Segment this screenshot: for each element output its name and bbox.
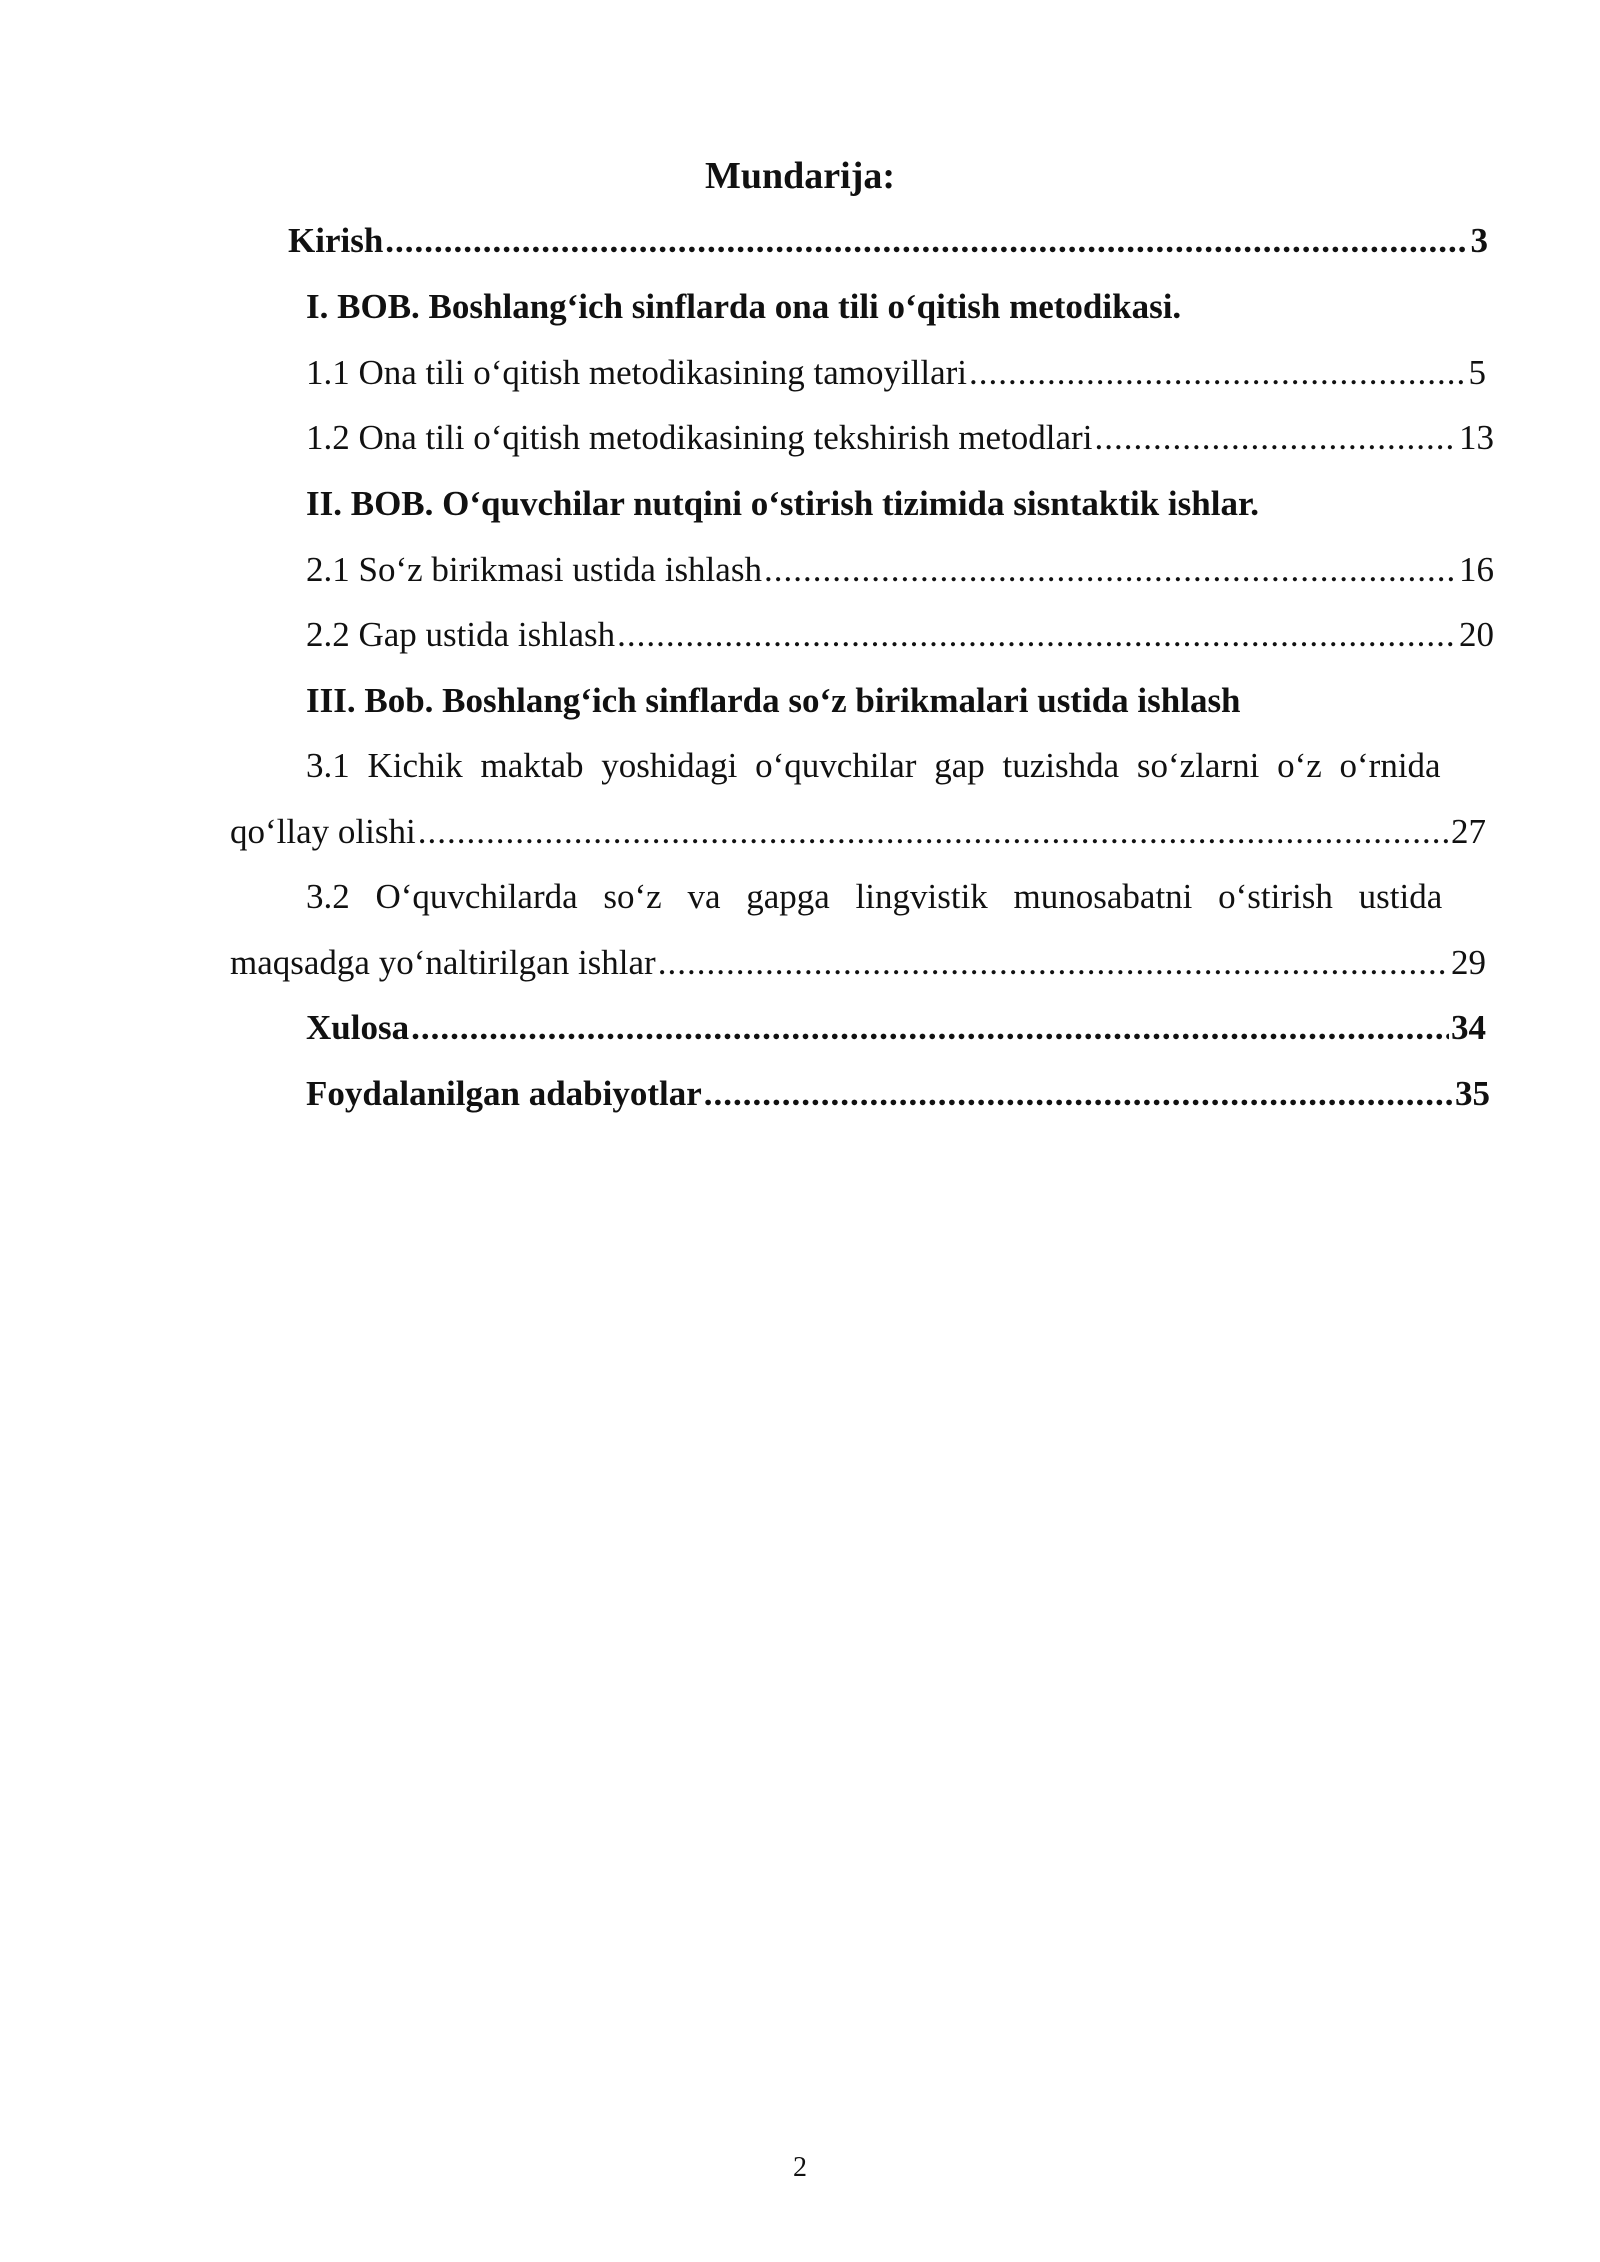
toc-chapter1-heading: I. BOB. Boshlang‘ich sinflarda ona tili o‘qitish metodikasi. [306, 287, 1182, 326]
toc-entry-3-1-line1 [306, 742, 1494, 790]
toc-leader [1094, 414, 1457, 462]
toc-leader [418, 808, 1449, 856]
toc-leader [411, 1004, 1449, 1052]
toc-leader [617, 611, 1457, 659]
toc-entry-1-1 [306, 349, 1486, 397]
toc-entry-page: 3 [1470, 221, 1488, 260]
toc-chapter3-heading: III. Bob. Boshlang‘ich sinflarda so‘z birikmalari ustida ishlash [306, 681, 1241, 720]
toc-entry-label: 2.2 Gap ustida ishlash [306, 615, 616, 654]
toc-entry-label: 1.2 Ona tili o‘qitish metodikasining tekshirish metodlari [306, 418, 1093, 457]
toc-entry-text: 3.1 Kichik maktab yoshidagi o‘quvchilar gap tuzishda so‘zlarni o‘z o‘rnida [306, 746, 1441, 785]
toc-entry-intro [288, 217, 1488, 265]
toc-leader [658, 939, 1449, 987]
toc-entry-1-2 [306, 414, 1494, 462]
page-title: Mundarija: [705, 155, 895, 197]
toc-leader [704, 1070, 1453, 1118]
toc-entry-page: 34 [1451, 1008, 1486, 1047]
toc-entry-label: Kirish [288, 221, 384, 260]
toc-entry-page: 29 [1451, 943, 1486, 982]
toc-entry-label: Foydalanilgan adabiyotlar [306, 1074, 702, 1113]
toc-leader [969, 349, 1466, 397]
toc-entry-3-1-line2 [230, 808, 1486, 856]
toc-entry-3-2-line2 [230, 939, 1486, 987]
toc-entry-page: 20 [1459, 615, 1494, 654]
toc-entry-page: 16 [1459, 550, 1494, 589]
page-number: 2 [793, 2152, 807, 2183]
toc-entry-references [306, 1070, 1490, 1118]
toc-entry-page: 35 [1455, 1074, 1490, 1113]
toc-entry-conclusion [306, 1004, 1486, 1052]
toc-chapter2-heading: II. BOB. O‘quvchilar nutqini o‘stirish tizimida sisntaktik ishlar. [306, 484, 1260, 523]
toc-leader [764, 546, 1457, 594]
toc-entry-page: 13 [1459, 418, 1494, 457]
toc-entry-3-2-line1 [306, 873, 1494, 921]
toc-entry-page: 5 [1468, 353, 1486, 392]
toc-entry-label: qo‘llay olishi [230, 812, 416, 851]
toc-entry-label: Xulosa [306, 1008, 410, 1047]
toc-leader [385, 217, 1468, 265]
toc-entry-text: 3.2 O‘quvchilarda so‘z va gapga lingvistik munosabatni o‘stirish ustida [306, 877, 1443, 916]
toc-entry-page: 27 [1451, 812, 1486, 851]
toc-entry-2-2 [306, 611, 1494, 659]
toc-entry-label: 1.1 Ona tili o‘qitish metodikasining tamoyillari [306, 353, 968, 392]
toc-entry-label: maqsadga yo‘naltirilgan ishlar [230, 943, 656, 982]
toc-entry-label: 2.1 So‘z birikmasi ustida ishlash [306, 550, 762, 589]
toc-entry-2-1 [306, 546, 1494, 594]
